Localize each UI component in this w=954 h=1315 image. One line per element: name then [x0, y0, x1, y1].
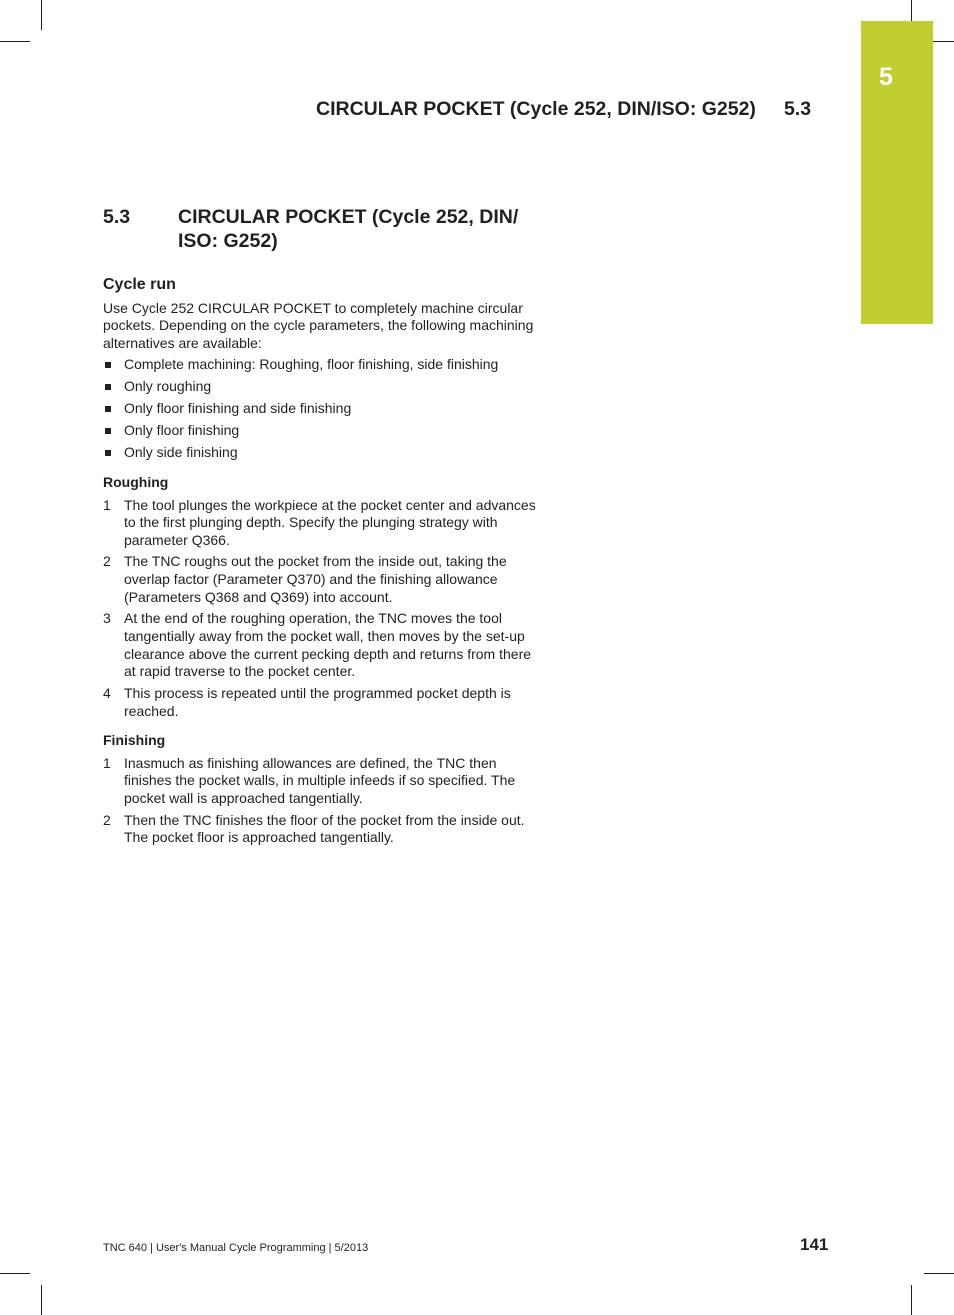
- list-item: Only roughing: [103, 378, 543, 396]
- bullet-icon: [105, 384, 111, 390]
- section-title-text: CIRCULAR POCKET (Cycle 252, DIN/ ISO: G252): [178, 206, 519, 252]
- list-item: Only floor finishing: [103, 422, 543, 440]
- roughing-steps: [103, 497, 543, 721]
- cycle-run-heading: Cycle run: [103, 276, 176, 293]
- bullet-icon: [105, 428, 111, 434]
- bullet-list: [103, 356, 543, 462]
- content: [103, 276, 543, 851]
- list-item: 2 Then the TNC finishes the floor of the pocket from the inside out. The pocket floor is approached tangentially.: [103, 811, 525, 846]
- running-header-number: 5.3: [783, 98, 812, 120]
- running-header-title: CIRCULAR POCKET (Cycle 252, DIN/ISO: G252): [316, 98, 756, 120]
- list-item: 2 The TNC roughs out the pocket from the inside out, taking the overlap factor (Parameter Q370) and the finishing allowance (Parameters Q368 and Q369) into account.: [103, 553, 507, 605]
- bullet-icon: [105, 406, 111, 412]
- section-number: 5.3: [103, 206, 131, 228]
- roughing-heading: Roughing: [103, 473, 169, 490]
- list-item: 3 At the end of the roughing operation, the TNC moves the tool tangentially away from the pocket wall, then moves by the set-up clearance above the current pecking depth and returns from there at rapid traverse to the pocket center.: [103, 610, 532, 680]
- footer-text: TNC 640 | User's Manual Cycle Programming | 5/2013: [103, 1242, 369, 1254]
- list-item: Complete machining: Roughing, floor finishing, side finishing: [103, 356, 543, 374]
- page-number: 141: [800, 1235, 829, 1254]
- list-item: 1 The tool plunges the workpiece at the pocket center and advances to the first plunging depth. Specify the plunging strategy with parameter Q366.: [103, 496, 536, 548]
- finishing-heading: Finishing: [103, 732, 166, 749]
- bullet-icon: [105, 450, 111, 456]
- chapter-tab: [861, 21, 933, 324]
- list-item: Only floor finishing and side finishing: [103, 400, 543, 418]
- running-header: [316, 98, 811, 121]
- crop-mark: [924, 1273, 954, 1274]
- list-item: 4 This process is repeated until the programmed pocket depth is reached.: [103, 685, 511, 719]
- list-item: 1 Inasmuch as finishing allowances are defined, the TNC then finishes the pocket walls, in multiple infeeds if so specified. The pocket wall is approached tangentially.: [103, 754, 516, 806]
- list-item: Only side finishing: [103, 444, 543, 462]
- bullet-icon: [105, 362, 111, 368]
- finishing-steps: [103, 755, 543, 847]
- crop-mark: [41, 0, 42, 30]
- crop-mark: [41, 1285, 42, 1315]
- cycle-run-intro: Use Cycle 252 CIRCULAR POCKET to completely machine circular pockets. Depending on the cycle parameters, the following machining alternatives are available:: [103, 299, 534, 351]
- crop-mark: [0, 41, 30, 42]
- chapter-number: 5: [879, 63, 893, 91]
- crop-mark: [0, 1273, 30, 1274]
- crop-mark: [911, 1285, 912, 1315]
